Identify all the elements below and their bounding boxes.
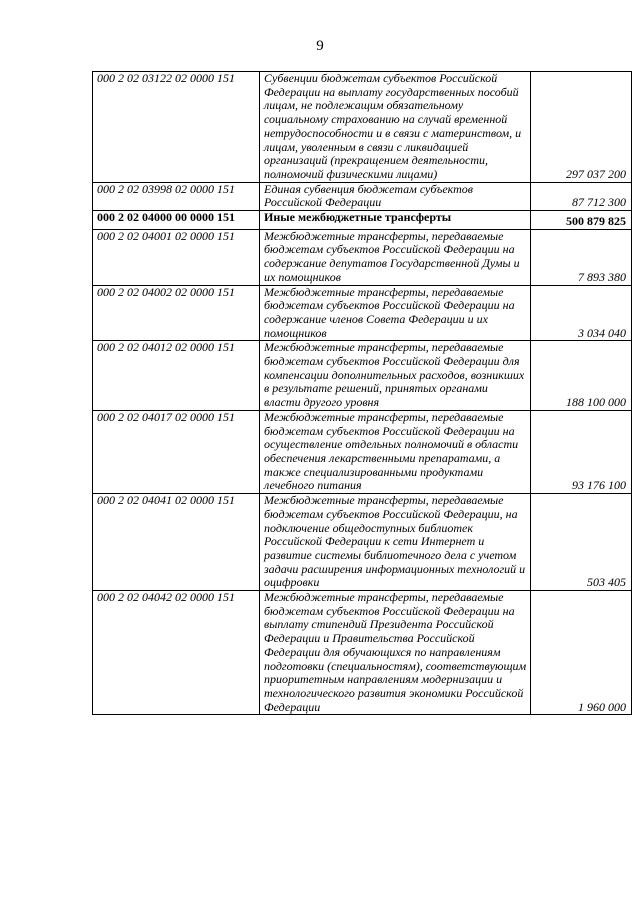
revenue-name: Межбюджетные трансферты, передаваемые бюджетам субъектов Российской Федерации на осуществление отдельных полномочий в области обеспечения лекарственными препаратами, а также специализированными продуктами лечебного питания <box>260 410 531 493</box>
revenue-name: Межбюджетные трансферты, передаваемые бюджетам субъектов Российской Федерации для компенсации дополнительных расходов, возникших в результате решений, принятых органами власти другого уровня <box>260 341 531 411</box>
table-row <box>93 410 632 493</box>
amount: 1 960 000 <box>531 591 632 715</box>
table-body <box>93 72 632 715</box>
revenue-name: Межбюджетные трансферты, передаваемые бюджетам субъектов Российской Федерации на содержание членов Совета Федерации и их помощников <box>260 285 531 341</box>
amount: 503 405 <box>531 494 632 591</box>
classification-code: 000 2 02 04012 02 0000 151 <box>93 341 260 411</box>
amount: 7 893 380 <box>531 229 632 285</box>
classification-code: 000 2 02 04000 00 0000 151 <box>93 211 260 230</box>
classification-code: 000 2 02 04002 02 0000 151 <box>93 285 260 341</box>
revenue-name: Иные межбюджетные трансферты <box>260 211 531 230</box>
amount: 87 712 300 <box>531 182 632 210</box>
table-row-group-total <box>93 211 632 230</box>
table-row <box>93 341 632 411</box>
classification-code: 000 2 02 03998 02 0000 151 <box>93 182 260 210</box>
amount: 93 176 100 <box>531 410 632 493</box>
table-row <box>93 591 632 715</box>
classification-code: 000 2 02 03122 02 0000 151 <box>93 72 260 183</box>
classification-code: 000 2 02 04041 02 0000 151 <box>93 494 260 591</box>
amount: 3 034 040 <box>531 285 632 341</box>
classification-code: 000 2 02 04017 02 0000 151 <box>93 410 260 493</box>
amount: 500 879 825 <box>531 211 632 230</box>
page-number: 9 <box>316 38 324 54</box>
table-row <box>93 494 632 591</box>
amount: 297 037 200 <box>531 72 632 183</box>
amount: 188 100 000 <box>531 341 632 411</box>
table-row <box>93 182 632 210</box>
table-row <box>93 229 632 285</box>
revenue-name: Единая субвенция бюджетам субъектов Российской Федерации <box>260 182 531 210</box>
revenue-name: Межбюджетные трансферты, передаваемые бюджетам субъектов Российской Федерации на содержание депутатов Государственной Думы и их помощников <box>260 229 531 285</box>
classification-code: 000 2 02 04042 02 0000 151 <box>93 591 260 715</box>
revenue-name: Межбюджетные трансферты, передаваемые бюджетам субъектов Российской Федерации на выплату стипендий Президента Российской Федерации и Правительства Российской Федерации для обучающихся по направлениям подготовки (специальностям), соответствующим приоритетным направлениям модернизации и технологического развития экономики Российской Федерации <box>260 591 531 715</box>
revenue-name: Межбюджетные трансферты, передаваемые бюджетам субъектов Российской Федерации, на подключение общедоступных библиотек Российской Федерации к сети Интернет и развитие системы библиотечного дела с учетом задачи расширения информационных технологий и оцифровки <box>260 494 531 591</box>
classification-code: 000 2 02 04001 02 0000 151 <box>93 229 260 285</box>
budget-revenue-table <box>92 71 632 715</box>
revenue-name: Субвенции бюджетам субъектов Российской Федерации на выплату государственных пособий лицам, не подлежащим обязательному социальному страхованию на случай временной нетрудоспособности и в связи с материнством, и лицам, уволенным в связи с ликвидацией организаций (прекращением деятельности, полномочий физическими лицами) <box>260 72 531 183</box>
table-row <box>93 72 632 183</box>
table-row <box>93 285 632 341</box>
